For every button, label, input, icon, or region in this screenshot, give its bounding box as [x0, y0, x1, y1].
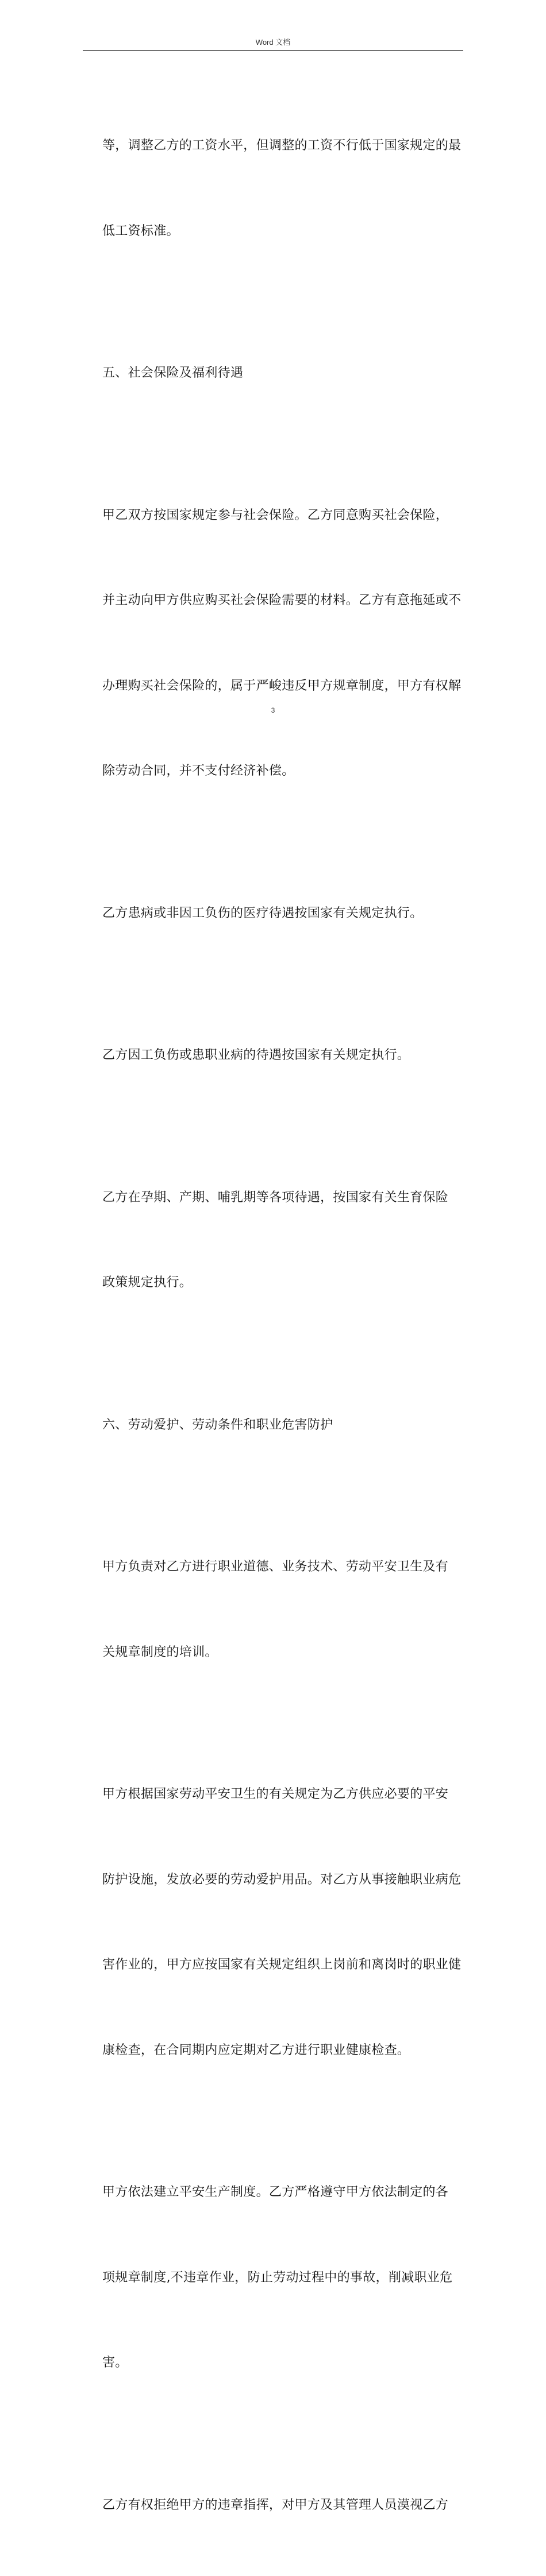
text-line: 康检查，在合同期内应定期对乙方进行职业健康检查。 [102, 2036, 464, 2065]
text-line: 等，调整乙方的工资水平，但调整的工资不行低于国家规定的最 [102, 131, 464, 160]
text-line: 害。 [102, 2349, 464, 2377]
text-line: 五、社会保险及福利待遇 [102, 359, 464, 388]
page-header: Word 文档 [0, 38, 546, 47]
header-divider [83, 50, 463, 51]
text-line: 办理购买社会保险的，属于严峻违反甲方规章制度，甲方有权解 [102, 672, 464, 701]
text-line: 六、劳动爱护、劳动条件和职业危害防护 [102, 1411, 464, 1440]
paragraph [102, 75, 464, 302]
text-line: 除劳动合同，并不支付经济补偿。 [102, 757, 464, 786]
section-heading [102, 302, 464, 444]
text-line: 乙方患病或非因工负伤的医疗待遇按国家有关规定执行。 [102, 899, 464, 928]
paragraph [102, 2121, 464, 2434]
text-line: 防护设施，发放必要的劳动爱护用品。对乙方从事接触职业病危 [102, 1866, 464, 1894]
text-line: 乙方因工负伤或患职业病的待遇按国家有关规定执行。 [102, 1041, 464, 1070]
text-line: 甲乙双方按国家规定参与社会保险。乙方同意购买社会保险， [102, 501, 464, 530]
text-line: 甲方依法建立平安生产制度。乙方严格遵守甲方依法制定的各 [102, 2178, 464, 2207]
page-number: 3 [0, 706, 546, 714]
text-line: 甲方负责对乙方进行职业道德、业务技术、劳动平安卫生及有 [102, 1553, 464, 1581]
paragraph [102, 842, 464, 985]
paragraph [102, 1127, 464, 1354]
paragraph [102, 444, 464, 842]
section-heading [102, 1354, 464, 1496]
paragraph [102, 984, 464, 1127]
text-line: 项规章制度,不违章作业，防止劳动过程中的事故，削减职业危 [102, 2264, 464, 2292]
text-line: 关规章制度的培训。 [102, 1638, 464, 1667]
text-line: 并主动向甲方供应购买社会保险需要的材料。乙方有意拖延或不 [102, 586, 464, 615]
document-body [102, 75, 464, 2576]
paragraph [102, 2434, 464, 2576]
text-line: 害作业的，甲方应按国家有关规定组织上岗前和离岗时的职业健 [102, 1951, 464, 1979]
text-line: 乙方有权拒绝甲方的违章指挥，对甲方及其管理人员漠视乙方 [102, 2491, 464, 2520]
paragraph [102, 1723, 464, 2121]
paragraph [102, 1496, 464, 1723]
text-line: 乙方在孕期、产期、哺乳期等各项待遇，按国家有关生育保险 [102, 1183, 464, 1212]
text-line: 甲方根据国家劳动平安卫生的有关规定为乙方供应必要的平安 [102, 1780, 464, 1809]
text-line: 政策规定执行。 [102, 1268, 464, 1297]
text-line: 低工资标准。 [102, 217, 464, 246]
